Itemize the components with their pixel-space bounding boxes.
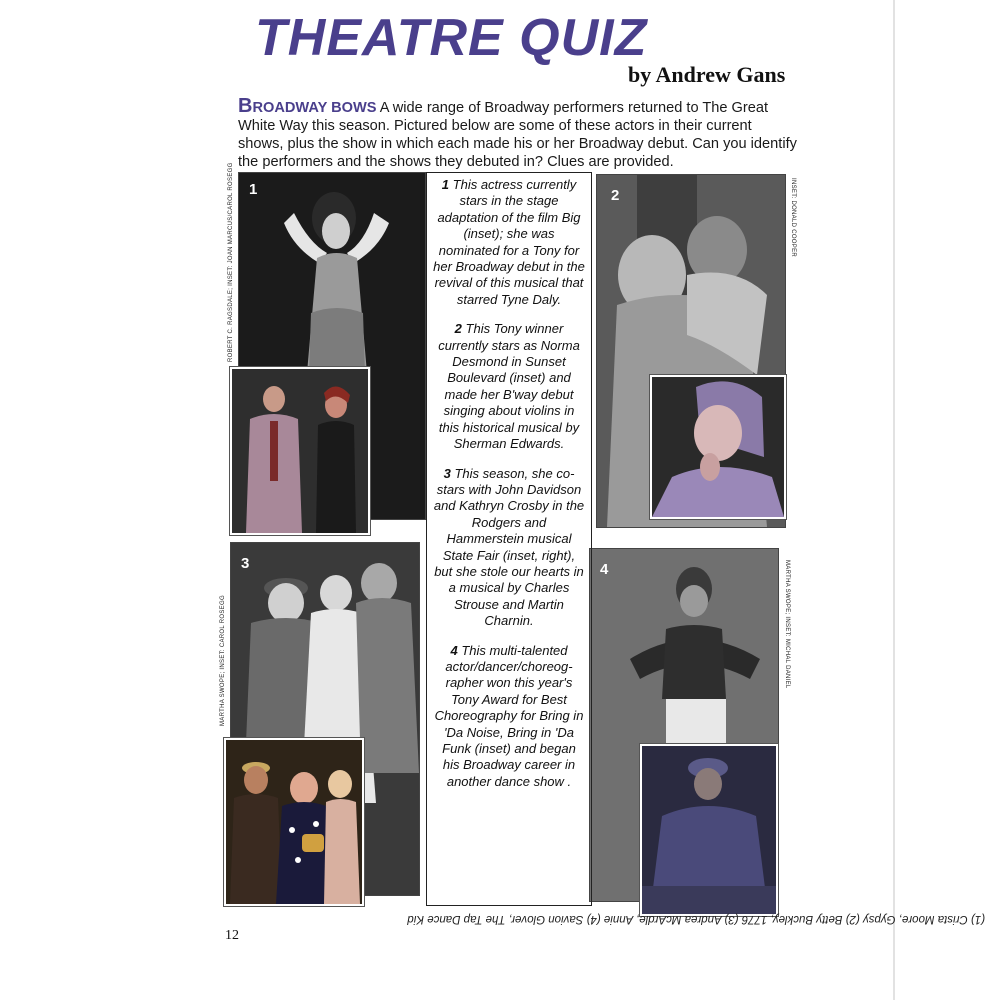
photo-1-inset-image [232, 369, 368, 533]
clue-2: 2 This Tony winner currently stars as Norma Desmond in Sunset Boulevard (inset) and made her B'way debut singing about violins in this historical musical by Sherman Edwards. [438, 321, 580, 452]
intro-text: A wide range of Broadway performers returned to The Great White Way this season. Pictured below are some of these actors in their current shows, plus the show in which each made his or her Broadway debut. Can you identify the performers and the shows they debuted in? Clues are provided. [238, 100, 797, 170]
photo-3-credit: MARTHA SWOPE; INSET: CAROL ROSEGG [220, 595, 226, 726]
page-number: 12 [225, 928, 239, 943]
photo-3-inset-image [226, 740, 362, 904]
photo-1-inset [230, 367, 370, 535]
photo-1-credit: ROBERT C. RAGSDALE; INSET: JOAN MARCUS/CAROL ROSEGG [228, 162, 234, 362]
page-edge [893, 0, 895, 1000]
photo-2-credit: INSET: DONALD COOPER [790, 178, 796, 258]
photo-3-inset [224, 738, 364, 906]
page-title: THEATRE QUIZ [255, 9, 648, 67]
intro-paragraph [238, 97, 798, 171]
photo-3-number: 3 [241, 555, 250, 572]
photo-4-number: 4 [600, 561, 609, 578]
answers-upside-down: (1) Crista Moore, Gypsy (2) Betty Buckley, 1776 (3) Andrea McArdle, Annie (4) Savion Glover, The Tap Dance Kid [407, 913, 985, 925]
author-byline: by Andrew Gans [628, 62, 786, 87]
clue-3: 3 This season, she co-stars with John Davidson and Kathryn Crosby in the Rodgers and Hammerstein musical State Fair (inset, right), but she stole our hearts in a musical by Charles Strouse and Martin Charnin. [433, 465, 585, 629]
photo-2-number: 2 [611, 187, 620, 204]
clues-box [426, 172, 592, 906]
photo-4-inset-image [642, 746, 776, 914]
photo-2-inset-image [652, 377, 784, 517]
photo-2-inset [650, 375, 786, 519]
clue-4: 4 This multi-talented actor/dancer/choreog-rapher won this year's Tony Award for Best Choreography for Bring in 'Da Noise, Bring in 'Da Funk (inset) and began his Broadway career in another dance show . [434, 642, 584, 789]
clue-1: 1 This actress currently stars in the stage adaptation of the film Big (inset); she was nominated for a Tony for her Broadway debut in the revival of this musical that starred Tyne Daly. [433, 177, 585, 307]
photo-1-number: 1 [249, 181, 258, 198]
photo-4-credit: MARTHA SWOPE; INSET: MICHAL DANIEL [784, 560, 790, 689]
photo-4-inset [640, 744, 778, 916]
intro-lead: BROADWAY BOWS [238, 95, 377, 117]
